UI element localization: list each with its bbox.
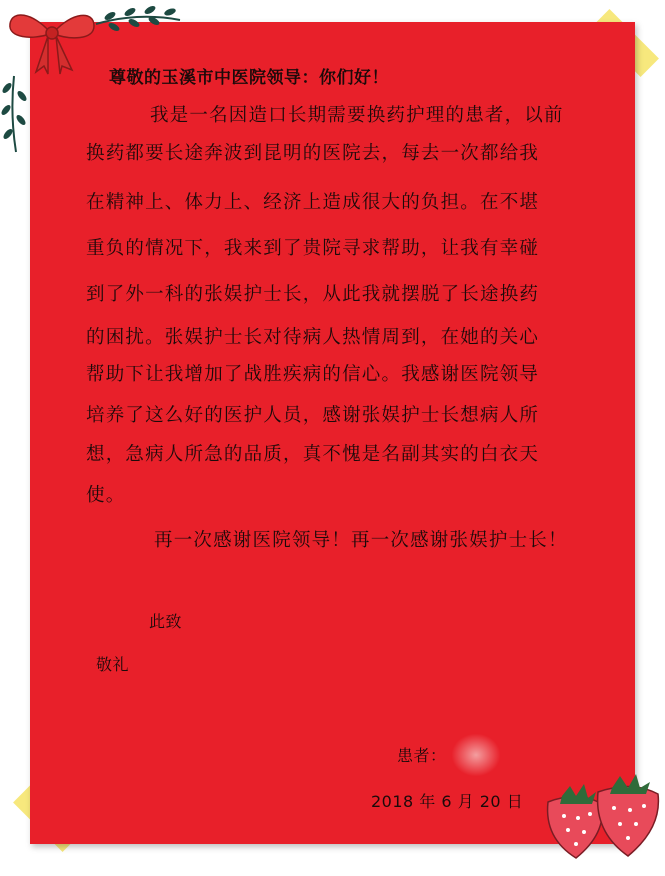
body-line: 换药都要长途奔波到昆明的医院去，每去一次都给我: [86, 143, 540, 164]
redacted-name: [452, 734, 500, 776]
strawberry-icon: [540, 772, 665, 867]
closing-2: 敬礼: [96, 655, 130, 674]
leaf-sprig-top-icon: [92, 6, 184, 34]
body-line: 重负的情况下，我来到了贵院寻求帮助，让我有幸碰: [86, 238, 540, 259]
signature-label: 患者：: [397, 746, 447, 765]
body-line: 到了外一科的张娱护士长，从此我就摆脱了长途换药: [86, 284, 540, 305]
leaf-sprig-left-icon: [0, 74, 30, 154]
letter-greeting: 尊敬的玉溪市中医院领导：你们好！: [109, 68, 389, 88]
body-line: 想，急病人所急的品质，真不愧是名副其实的白衣天: [86, 444, 540, 465]
body-line: 培养了这么好的医护人员，感谢张娱护士长想病人所: [86, 405, 540, 426]
body-line: 使。: [86, 485, 126, 506]
red-bow-icon: [2, 2, 102, 82]
thanks-line: 再一次感谢医院领导！再一次感谢张娱护士长！: [154, 530, 568, 551]
body-line: 在精神上、体力上、经济上造成很大的负担。在不堪: [86, 192, 540, 213]
letter-date: 2018 年 6 月 20 日: [371, 792, 524, 811]
body-line: 的困扰。张娱护士长对待病人热情周到，在她的关心: [86, 327, 540, 348]
body-line: 我是一名因造口长期需要换药护理的患者，以前: [150, 105, 564, 126]
closing-1: 此致: [149, 612, 183, 631]
body-line: 帮助下让我增加了战胜疾病的信心。我感谢医院领导: [86, 364, 540, 385]
